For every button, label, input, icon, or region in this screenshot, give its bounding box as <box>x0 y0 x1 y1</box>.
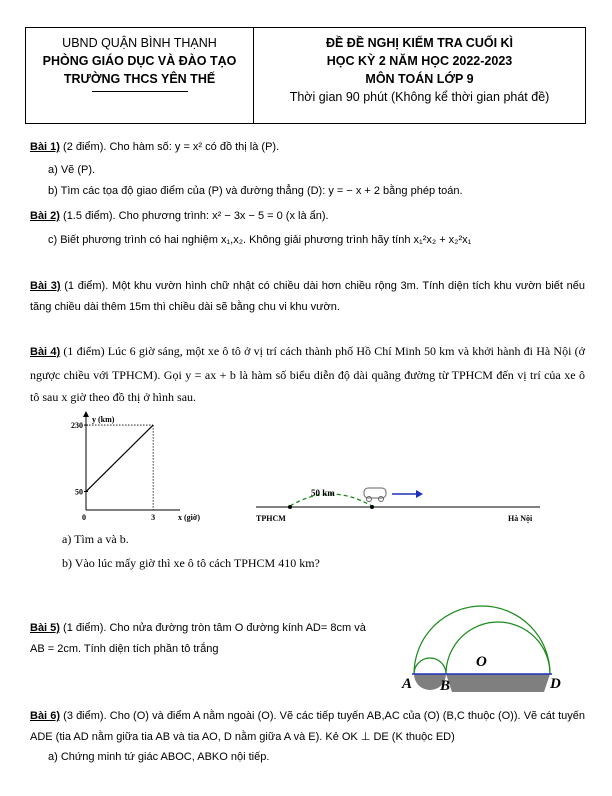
bai6-block <box>30 706 585 748</box>
series-line <box>86 425 153 491</box>
label-hanoi: Hà Nội <box>508 514 533 523</box>
x-tick-label-0: 0 <box>82 513 86 522</box>
bai3-text: (1 điểm). Một khu vườn hình chữ nhật có chiều dài hơn chiều rộng 3m. Tính diện tích khu vườn biết nếu tăng chiều dài thêm 15m thì chiều dài sẽ bằng chu vi khu vườn. <box>30 280 585 313</box>
header-right <box>254 28 585 123</box>
road-figure <box>240 478 560 526</box>
bai5-label: Bài 5) <box>30 622 60 634</box>
bai2-label: Bài 2) <box>30 210 60 222</box>
bai5-text: (1 điểm). Cho nửa đường tròn tâm O đường kính AD= 8cm và <box>59 622 366 634</box>
bai3-block <box>30 276 585 318</box>
bai4-text: (1 điểm) Lúc 6 giờ sáng, một xe ô tô ở vị trí cách thành phố Hồ Chí Minh 50 km và khởi hành đi Hà Nội (ở ngược chiều với TPHCM). Gọi y = ax + b là hàm số biểu diễn độ dài quãng đường từ TPHCM đến vị trí của xe ô tô sau x giờ theo đồ thị ở hình sau. <box>30 344 585 404</box>
y-tick-label-50: 50 <box>75 487 83 497</box>
point-car <box>370 505 374 509</box>
x-axis-label: x (giờ) <box>178 513 200 522</box>
y-axis-label: y (km) <box>92 415 115 424</box>
bai1-label: Bài 1) <box>30 141 60 153</box>
bai4-b: b) Vào lúc mấy giờ thì xe ô tô cách TPHCM 410 km? <box>62 556 320 570</box>
bai1-b: b) Tìm các tọa độ giao điểm của (P) và đường thẳng (D): y = − x + 2 bằng phép toán. <box>48 185 463 197</box>
bai5-line1 <box>30 620 420 636</box>
direction-arrowhead <box>416 490 423 498</box>
point-o-label: O <box>476 654 487 670</box>
bai2-title <box>30 208 585 224</box>
district-name: UBND QUẬN BÌNH THẠNH <box>62 36 217 50</box>
bai4-label: Bài 4) <box>30 346 61 358</box>
bai4-block <box>30 340 585 409</box>
exam-subject: MÔN TOÁN LỚP 9 <box>365 72 474 86</box>
bai1-text: (2 điểm). Cho hàm số: y = x² có đồ thị là (P). <box>59 141 280 153</box>
small-semicircle <box>414 658 446 674</box>
bai5-line2: AB = 2cm. Tính diện tích phần tô trắng <box>30 643 219 655</box>
department-name: PHÒNG GIÁO DỤC VÀ ĐÀO TẠO <box>42 54 237 68</box>
point-d-label: D <box>550 676 561 692</box>
header-table <box>25 27 586 124</box>
bai4-graph <box>60 410 220 526</box>
bai1-a: a) Vẽ (P). <box>48 164 96 176</box>
exam-title: ĐỀ ĐỀ NGHỊ KIỂM TRA CUỐI KÌ <box>325 36 514 50</box>
school-name: TRƯỜNG THCS YÊN THẾ <box>63 72 216 86</box>
exam-time: Thời gian 90 phút (Không kể thời gian phát đề) <box>289 90 550 104</box>
point-hcm <box>288 505 292 509</box>
x-tick-label-3: 3 <box>151 513 156 522</box>
bai1-title <box>30 139 585 155</box>
shaded-region <box>446 674 550 692</box>
bai4-a: a) Tìm a và b. <box>62 532 129 546</box>
point-b-label: B <box>440 678 451 694</box>
bai5-figure <box>394 598 574 698</box>
bai6-label: Bài 6) <box>30 710 61 722</box>
bai6-a: a) Chứng minh tứ giác ABOC, ABKO nội tiếp. <box>48 751 270 763</box>
header-divider <box>92 91 188 92</box>
label-tphcm: TPHCM <box>256 514 286 523</box>
bai6-text: (3 điểm). Cho (O) và điểm A nằm ngoài (O). Vẽ các tiếp tuyến AB,AC của (O) (B,C thuộc (O)). Vẽ cát tuyến ADE (tia AD nằm giữa tia AB và tia AO, D nằm giữa A và E). Kẻ OK ⊥ DE (K thuộc ED) <box>30 710 585 743</box>
car-icon <box>364 488 386 502</box>
exam-term: HỌC KỲ 2 NĂM HỌC 2022-2023 <box>326 54 513 68</box>
point-a-label: A <box>402 676 413 692</box>
header-left <box>26 28 254 123</box>
bai3-label: Bài 3) <box>30 280 61 292</box>
y-tick-label-230: 230 <box>71 421 83 431</box>
distance-label: 50 km <box>311 488 335 498</box>
bai2-c: c) Biết phương trình có hai nghiệm x₁,x₂. Không giải phương trình hãy tính x₁²x₂ + x₂²x₁ <box>48 234 472 246</box>
bai2-text: (1.5 điểm). Cho phương trình: x² − 3x − 5 = 0 (x là ẩn). <box>59 210 329 222</box>
